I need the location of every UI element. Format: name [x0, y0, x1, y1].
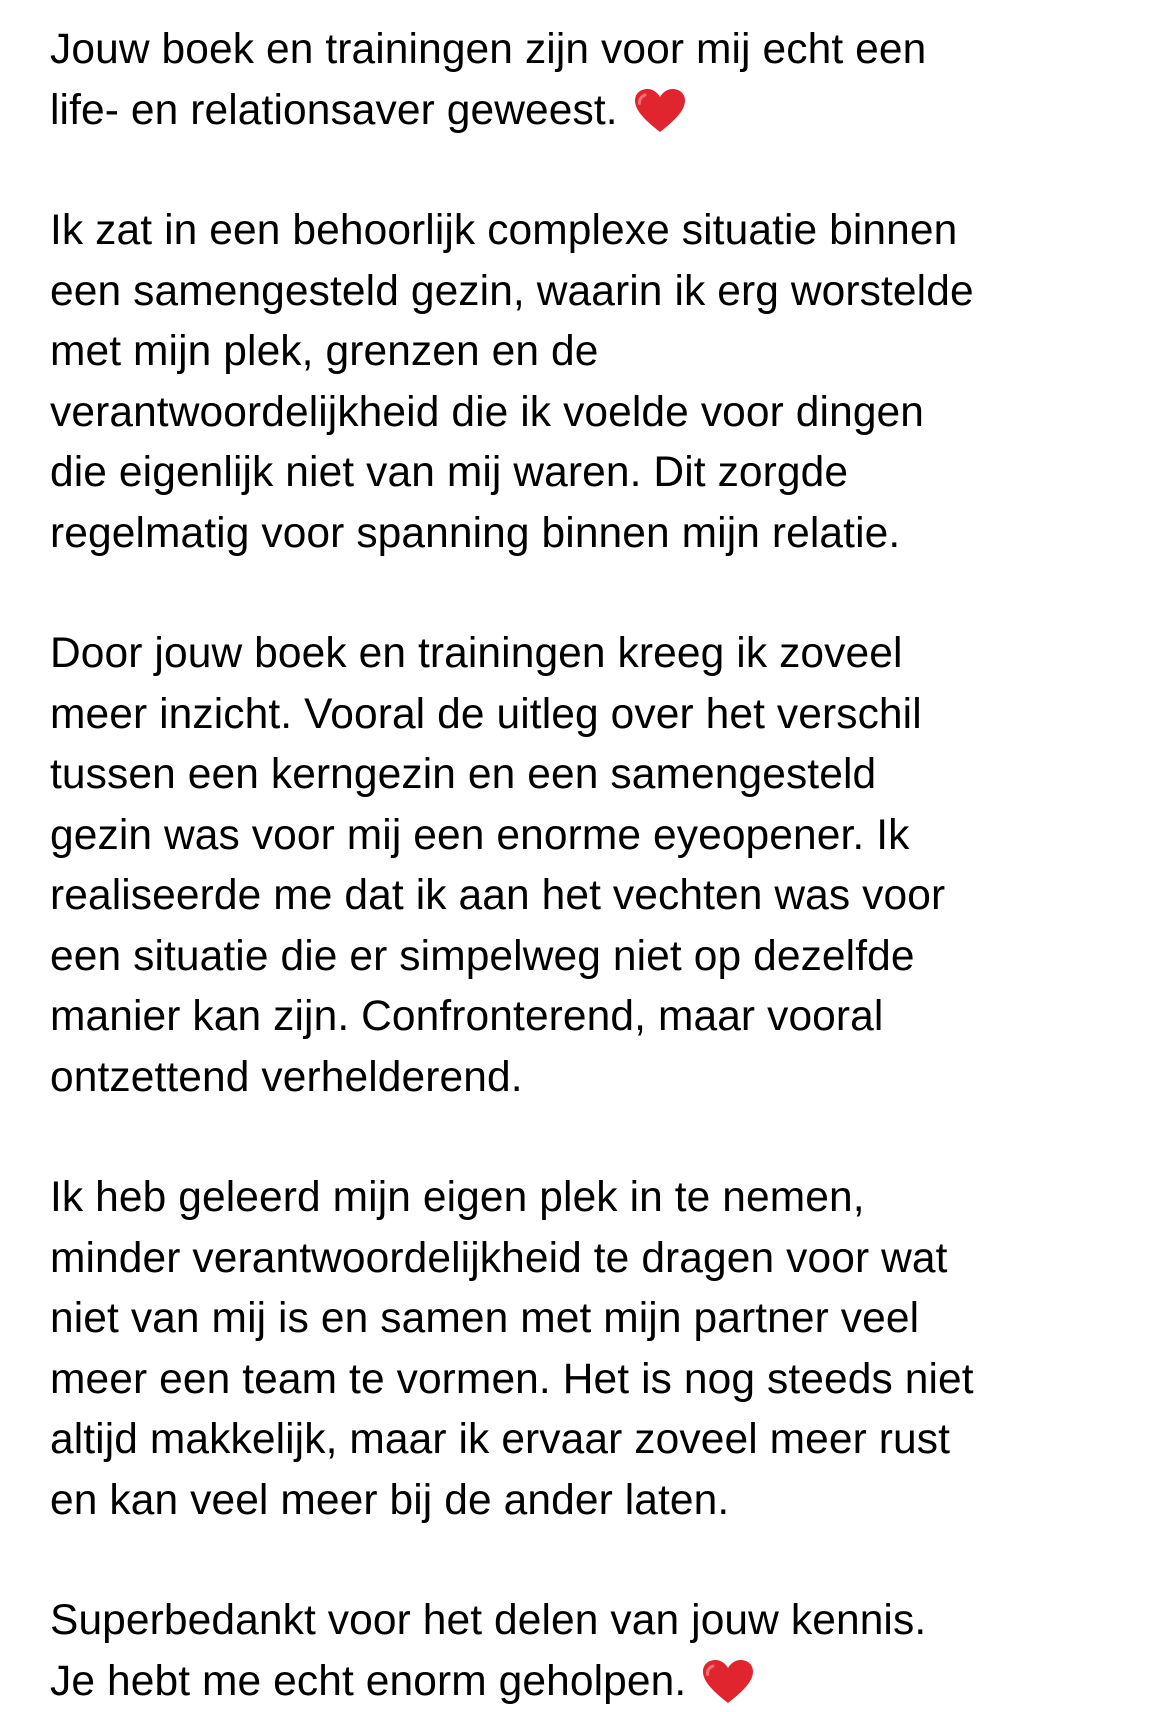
text-line: Jouw boek en trainingen zijn voor mij echt een	[50, 20, 1140, 81]
text-line: een situatie die er simpelweg niet op dezelfde	[50, 927, 1140, 988]
text-line: regelmatig voor spanning binnen mijn relatie.	[50, 504, 1140, 565]
paragraph-1	[50, 20, 1140, 141]
text-line: meer inzicht. Vooral de uitleg over het verschil	[50, 685, 1140, 746]
paragraph-3	[50, 624, 1140, 1108]
text-line	[50, 1652, 1140, 1712]
heart-emoji-icon	[702, 1659, 754, 1705]
message-text	[50, 20, 1140, 1712]
text-line: niet van mij is en samen met mijn partner veel	[50, 1289, 1140, 1350]
text-line: Door jouw boek en trainingen kreeg ik zoveel	[50, 624, 1140, 685]
paragraph-4	[50, 1168, 1140, 1531]
text-line: meer een team te vormen. Het is nog steeds niet	[50, 1350, 1140, 1411]
text-line-content: life- en relationsaver geweest.	[50, 87, 618, 134]
text-line: Ik heb geleerd mijn eigen plek in te nemen,	[50, 1168, 1140, 1229]
paragraph-2	[50, 201, 1140, 564]
text-line: verantwoordelijkheid die ik voelde voor dingen	[50, 383, 1140, 444]
heart-emoji-icon	[634, 88, 686, 134]
text-line: een samengesteld gezin, waarin ik erg worstelde	[50, 262, 1140, 323]
text-line: altijd makkelijk, maar ik ervaar zoveel meer rust	[50, 1410, 1140, 1471]
text-line: gezin was voor mij een enorme eyeopener. Ik	[50, 806, 1140, 867]
text-line: tussen een kerngezin en een samengesteld	[50, 745, 1140, 806]
text-line: realiseerde me dat ik aan het vechten was voor	[50, 866, 1140, 927]
text-line: en kan veel meer bij de ander laten.	[50, 1471, 1140, 1532]
text-line: Superbedankt voor het delen van jouw kennis.	[50, 1591, 1140, 1652]
text-line: met mijn plek, grenzen en de	[50, 322, 1140, 383]
paragraph-5	[50, 1591, 1140, 1712]
text-line: manier kan zijn. Confronterend, maar vooral	[50, 987, 1140, 1048]
text-line: minder verantwoordelijkheid te dragen voor wat	[50, 1229, 1140, 1290]
text-line	[50, 81, 1140, 142]
text-line: ontzettend verhelderend.	[50, 1048, 1140, 1109]
text-line-content: Je hebt me echt enorm geholpen.	[50, 1658, 686, 1705]
text-line: die eigenlijk niet van mij waren. Dit zorgde	[50, 443, 1140, 504]
text-line: Ik zat in een behoorlijk complexe situatie binnen	[50, 201, 1140, 262]
